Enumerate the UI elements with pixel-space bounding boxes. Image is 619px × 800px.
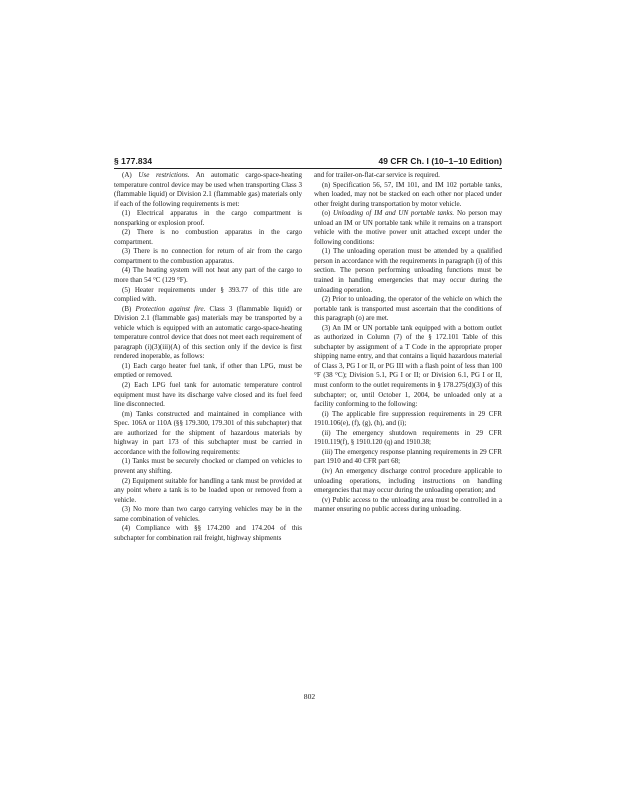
paragraph-heading: Protection against fire. [135,304,206,313]
paragraph [114,457,302,476]
paragraph [314,496,502,515]
paragraph-heading: Use restrictions. [138,171,190,179]
paragraph-designator: (B) [122,304,136,313]
paragraph [114,505,302,524]
paragraph [114,266,302,285]
paragraph [114,228,302,247]
paragraph [314,467,502,496]
paragraph-text: (i) The applicable fire suppression requirements in 29 CFR 1910.106(e), (f), (g), (h), and (i); [314,409,502,428]
paragraph [114,247,302,266]
paragraph [314,295,502,324]
paragraph [114,362,302,381]
paragraph-text: Class 3 (flammable liquid) or Division 2.1 (flammable gas) materials may be transported by a vehicle which is equipped with an automatic cargo-space-heating temperature control device that does not meet each requirement of paragraph (i)(3)(iii)(A) of this section only if the device is first rendered inoperable, as follows: [114,304,303,361]
paragraph-text: (4) Compliance with §§ 174.200 and 174.204 of this subchapter for combination rail freight, highway shipments [114,524,302,542]
paragraph [314,429,502,448]
paragraph [314,448,502,467]
paragraph-text: (1) The unloading operation must be attended by a qualified person in accordance with the requirements in paragraph (i) of this section. The person performing unloading functions must be trained in handling emergencies that may occur during the unloading operation. [314,247,502,294]
paragraph-text: (3) There is no connection for return of air from the cargo compartment to the combustion apparatus. [114,247,302,265]
paragraph-text: (2) Prior to unloading, the operator of the vehicle on which the portable tank is transported must ascertain that the conditions of this paragraph (o) are met. [314,295,502,323]
paragraph-text: (1) Each cargo heater fuel tank, if other than LPG, must be emptied or removed. [114,361,302,380]
paragraph-text: (5) Heater requirements under § 393.77 of this title are complied with. [114,285,302,304]
paragraph-text: (n) Specification 56, 57, IM 101, and IM 102 portable tanks, when loaded, may not be stacked on each other nor placed under other freight during transportation by motor vehicle. [314,180,502,208]
paragraph-text: (2) There is no combustion apparatus in the cargo compartment. [114,228,302,246]
paragraph-text: (4) The heating system will not heat any part of the cargo to more than 54 °C (129 °F). [114,266,302,285]
paragraph-text: (1) Tanks must be securely chocked or clamped on vehicles to prevent any shifting. [114,457,302,475]
paragraph [114,305,302,362]
paragraph [114,209,302,228]
header-rule [114,168,502,169]
paragraph-text: (iv) An emergency discharge control procedure applicable to unloading operations, including instructions on handling emergencies that may occur during the unloading operation; and [314,466,502,495]
paragraph-text: (3) An IM or UN portable tank equipped with a bottom outlet as authorized in Column (7) of the § 172.101 Table of this subchapter by assignment of a T Code in the appropriate proper shipping name entry, and that contains a liquid hazardous material of Class 3, PG I or II, or PG III with a flash point of less than 100 °F (38 °C); Division 5.1, PG I or II; or Division 6.1, PG I or II, must conform to the outlet requirements in § 178.275(d)(3) of this subchapter; or, until October 1, 2004, be unloaded only at a facility conforming to the following: [314,323,502,409]
paragraph [114,286,302,305]
paragraph-text: (2) Each LPG fuel tank for automatic temperature control equipment must have its discharge valve closed and its fuel feed line disconnected. [114,381,302,409]
paragraph [114,381,302,410]
page-number: 802 [303,692,316,701]
paragraph-designator: (A) [122,171,139,179]
paragraph [314,171,502,181]
paragraph-text: and for trailer-on-flat-car service is required. [314,171,440,179]
paragraph [114,410,302,458]
paragraph [114,477,302,506]
paragraph-text: (3) No more than two cargo carrying vehicles may be in the same combination of vehicles. [114,505,302,523]
paragraph-text: (2) Equipment suitable for handling a tank must be provided at any point where a tank is to be loaded upon or removed from a vehicle. [114,476,302,504]
paragraph [314,410,502,429]
paragraph [114,171,302,209]
cfr-volume: 49 CFR Ch. I (10–1–10 Edition) [378,156,502,166]
paragraph-text: (m) Tanks constructed and maintained in compliance with Spec. 106A or 110A (§§ 179.300, 179.301 of this subchapter) that are authorized for the shipment of hazardous materials by highway in part 173 of this subchapter must be carried in accordance with the following requirements: [114,409,302,456]
running-header [114,156,502,166]
paragraph-heading: Unloading of IM and UN portable tanks. [332,209,455,218]
right-column [314,171,502,515]
paragraph [314,247,502,295]
paragraph-text: (iii) The emergency response planning requirements in 29 CFR part 1910 and 40 CFR part 68; [314,447,502,466]
paragraph-designator: (o) [322,209,333,218]
paragraph-text: An automatic cargo-space-heating temperature control device may be used when transporting Class 3 (flammable liquid) or Division 2.1 (flammable gas) materials only if each of the following requirements is met: [114,171,302,208]
paragraph [314,181,502,210]
paragraph [314,324,502,410]
paragraph-text: (1) Electrical apparatus in the cargo compartment is nonsparking or explosion proof. [114,209,302,227]
paragraph-text: (v) Public access to the unloading area must be controlled in a manner ensuring no public access during unloading. [314,495,502,514]
section-number: § 177.834 [114,156,153,166]
left-column [114,171,302,543]
paragraph [314,209,502,247]
paragraph-text: (ii) The emergency shutdown requirements in 29 CFR 1910.119(f), § 1910.120 (q) and 1910.38; [314,428,502,447]
paragraph-text: No person may unload an IM or UN portable tank while it remains on a transport vehicle with the motive power unit attached except under the following conditions: [314,209,502,246]
paragraph [114,524,302,543]
